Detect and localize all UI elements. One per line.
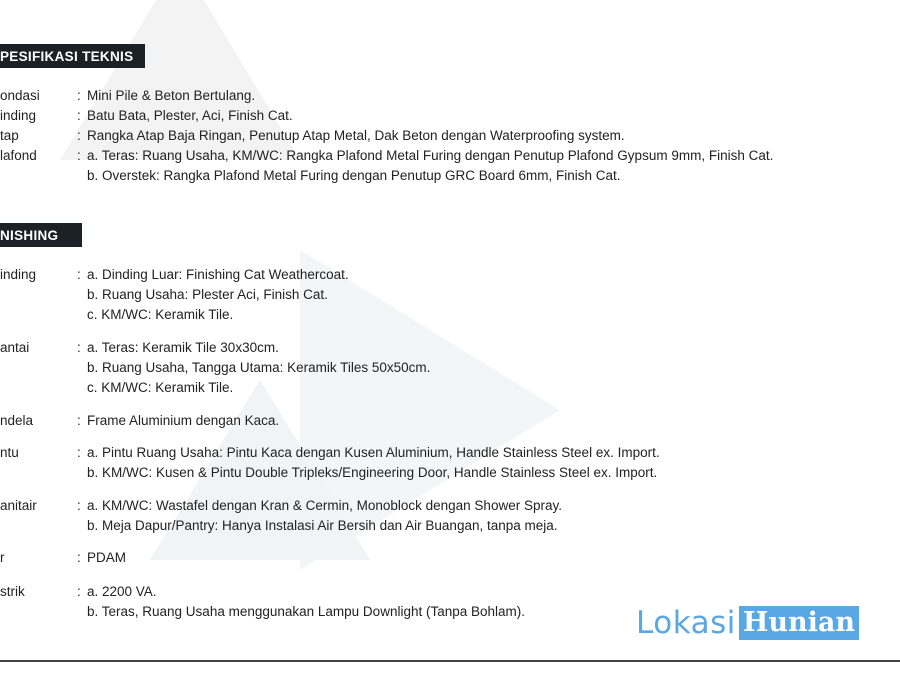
row-values — [87, 496, 562, 536]
bottom-divider — [0, 660, 900, 662]
row-label: inding — [0, 267, 37, 282]
row-label: ntu — [0, 445, 19, 460]
row-value-line: b. Overstek: Rangka Plafond Metal Furing dengan Penutup GRC Board 6mm, Finish Cat. — [87, 168, 621, 183]
row-label: ondasi — [0, 88, 40, 103]
row-value-line: Batu Bata, Plester, Aci, Finish Cat. — [87, 108, 293, 123]
row-value-line: b. Ruang Usaha, Tangga Utama: Keramik Tiles 50x50cm. — [87, 360, 431, 375]
row-value-line: a. 2200 VA. — [87, 584, 157, 599]
row-values — [87, 146, 773, 186]
row-colon: : — [77, 445, 81, 460]
row-colon: : — [77, 498, 81, 513]
row-values — [87, 106, 293, 126]
row-label: anitair — [0, 498, 37, 513]
row-value-line: Rangka Atap Baja Ringan, Penutup Atap Metal, Dak Beton dengan Waterproofing system. — [87, 128, 625, 143]
row-values — [87, 86, 255, 106]
row-value-line: PDAM — [87, 550, 127, 565]
row-colon: : — [77, 550, 81, 565]
row-values — [87, 411, 279, 431]
row-value-line: b. Meja Dapur/Pantry: Hanya Instalasi Air Bersih dan Air Buangan, tanpa meja. — [87, 518, 558, 533]
row-values — [87, 126, 625, 146]
row-values — [87, 265, 349, 325]
row-value-line: b. KM/WC: Kusen & Pintu Double Tripleks/Engineering Door, Handle Stainless Steel ex. Import. — [87, 465, 658, 480]
row-value-line: Mini Pile & Beton Bertulang. — [87, 88, 256, 103]
row-colon: : — [77, 108, 81, 123]
row-values — [87, 582, 525, 622]
row-value-line: a. Teras: Keramik Tile 30x30cm. — [87, 340, 279, 355]
section-title: NISHING — [0, 227, 59, 243]
row-colon: : — [77, 148, 81, 163]
row-values — [87, 548, 126, 568]
row-label: antai — [0, 340, 30, 355]
row-value-line: b. Teras, Ruang Usaha menggunakan Lampu Downlight (Tanpa Bohlam). — [87, 604, 526, 619]
row-values — [87, 443, 660, 483]
row-value-line: a. KM/WC: Wastafel dengan Kran & Cermin, Monoblock dengan Shower Spray. — [87, 498, 562, 513]
row-colon: : — [77, 340, 81, 355]
row-label: lafond — [0, 148, 37, 163]
row-label: inding — [0, 108, 37, 123]
watermark-logo — [636, 606, 859, 640]
row-value-line: Frame Aluminium dengan Kaca. — [87, 413, 280, 428]
row-values — [87, 338, 430, 398]
row-colon: : — [77, 413, 81, 428]
row-value-line: a. Dinding Luar: Finishing Cat Weathercoat. — [87, 267, 349, 282]
section-header-spesifikasi — [0, 44, 145, 68]
watermark-text-hunian: Hunian — [739, 606, 859, 640]
row-value-line: c. KM/WC: Keramik Tile. — [87, 380, 234, 395]
row-colon: : — [77, 88, 81, 103]
row-label: ndela — [0, 413, 34, 428]
section-title: PESIFIKASI TEKNIS — [0, 48, 134, 64]
row-label: strik — [0, 584, 25, 599]
section-header-finishing — [0, 223, 82, 247]
row-colon: : — [77, 128, 81, 143]
row-value-line: a. Pintu Ruang Usaha: Pintu Kaca dengan Kusen Aluminium, Handle Stainless Steel ex. Import. — [87, 445, 660, 460]
row-value-line: b. Ruang Usaha: Plester Aci, Finish Cat. — [87, 287, 328, 302]
row-colon: : — [77, 267, 81, 282]
row-label: r — [0, 550, 5, 565]
row-value-line: a. Teras: Ruang Usaha, KM/WC: Rangka Plafond Metal Furing dengan Penutup Plafond Gypsum 9mm, Finish Cat. — [87, 148, 774, 163]
row-label: tap — [0, 128, 19, 143]
row-value-line: c. KM/WC: Keramik Tile. — [87, 307, 234, 322]
row-colon: : — [77, 584, 81, 599]
watermark-text-lokasi: Lokasi — [636, 605, 736, 641]
